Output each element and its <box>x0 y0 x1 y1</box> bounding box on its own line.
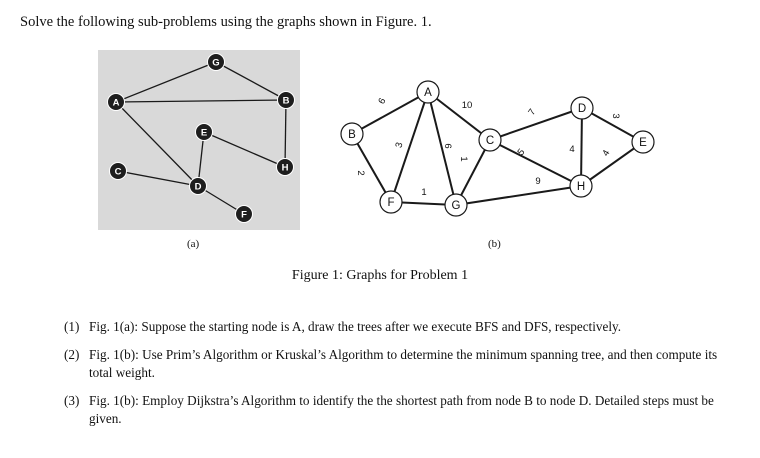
question-list <box>64 318 724 438</box>
graph-b-weight-F-G: 1 <box>421 187 427 198</box>
graph-a <box>98 50 300 230</box>
graph-b-weight-G-H: 9 <box>535 176 541 187</box>
graph-b-node-C <box>479 129 501 151</box>
graph-a-node-label: A <box>112 97 120 109</box>
graph-b-node-label: D <box>577 103 587 115</box>
graph-b-weight-H-E: 4 <box>600 148 613 159</box>
graph-b-weight-C-H: 5 <box>515 146 528 158</box>
graph-b-edge-D-H <box>581 108 582 186</box>
question-3 <box>64 392 724 428</box>
graph-b-node-E <box>632 131 654 153</box>
graph-b <box>335 78 665 220</box>
question-2 <box>64 346 724 382</box>
graph-b-node-D <box>571 97 593 119</box>
graph-b-node-label: A <box>424 87 432 99</box>
graph-a-node-G <box>208 54 225 71</box>
graph-a-node-label: E <box>200 127 208 139</box>
graph-b-node-label: F <box>387 197 395 209</box>
graph-b-node-label: G <box>451 200 461 212</box>
sub-figure-a-label: (a) <box>187 238 200 250</box>
question-number: (1) <box>64 319 80 334</box>
graph-b-node-B <box>341 123 363 145</box>
sub-figure-b-label: (b) <box>488 238 501 250</box>
graph-a-node-F <box>236 206 253 223</box>
graph-b-node-label: B <box>348 129 356 141</box>
graph-a-node-label: H <box>281 162 289 174</box>
graph-b-weight-C-D: 7 <box>526 106 539 118</box>
question-text: Fig. 1(b): Use Prim’s Algorithm or Kruskal’s Algorithm to determine the minimum spanning tree, and then compute its total weight. <box>89 347 718 380</box>
graph-a-node-label: F <box>241 209 247 221</box>
graph-b-weight-B-A: 6 <box>376 96 389 107</box>
graph-b-edge-B-F <box>352 134 391 202</box>
graph-b-node-label: E <box>639 137 647 149</box>
graph-b-weight-D-E: 3 <box>610 113 621 119</box>
graph-a-background <box>98 50 300 230</box>
graph-b-edge-G-H <box>456 186 581 205</box>
graph-b-node-label: C <box>485 135 495 147</box>
graph-a-node-E <box>196 124 213 141</box>
graph-a-node-B <box>278 92 295 109</box>
graph-a-node-label: B <box>282 95 290 107</box>
question-1 <box>64 318 724 336</box>
graph-b-node-A <box>417 81 439 103</box>
question-text: Fig. 1(a): Suppose the starting node is A, draw the trees after we execute BFS and DFS, respectively. <box>89 319 622 334</box>
intro-text: Solve the following sub-problems using the graphs shown in Figure. 1. <box>20 14 432 30</box>
graph-a-node-label: G <box>212 57 220 69</box>
graph-a-node-A <box>108 94 125 111</box>
question-number: (2) <box>64 347 80 362</box>
graph-a-node-C <box>110 163 127 180</box>
figure-caption: Figure 1: Graphs for Problem 1 <box>291 268 469 283</box>
question-number: (3) <box>64 393 80 408</box>
graph-b-weight-C-G: 1 <box>458 156 469 162</box>
graph-a-node-D <box>190 178 207 195</box>
graph-b-node-label: H <box>576 181 586 193</box>
graph-a-node-H <box>277 159 294 176</box>
graph-b-weight-A-F: 3 <box>393 141 406 150</box>
graph-b-weight-A-G: 6 <box>442 143 453 149</box>
graph-b-weight-B-F: 2 <box>355 170 366 176</box>
graph-a-node-label: D <box>194 181 202 193</box>
graph-b-node-G <box>445 194 467 216</box>
graph-b-weight-A-C: 10 <box>461 100 473 111</box>
graph-a-node-label: C <box>114 166 122 178</box>
graph-b-node-F <box>380 191 402 213</box>
graph-b-node-H <box>570 175 592 197</box>
question-text: Fig. 1(b): Employ Dijkstra’s Algorithm to identify the the shortest path from node B to node D. Detailed steps must be given. <box>89 393 714 426</box>
graph-b-weight-D-H: 4 <box>569 144 575 155</box>
